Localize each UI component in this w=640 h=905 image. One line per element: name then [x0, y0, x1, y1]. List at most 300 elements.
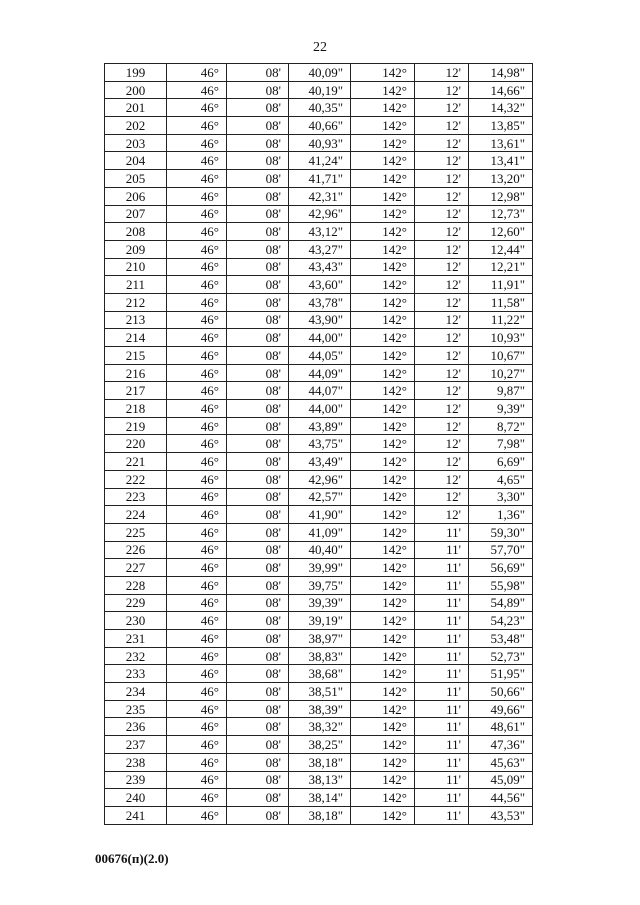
lon-degrees-cell: 142°	[351, 347, 415, 365]
point-number-cell: 202	[105, 117, 167, 135]
table-row	[105, 134, 533, 152]
lon-seconds-cell: 12,21"	[469, 258, 533, 276]
lat-degrees-cell: 46°	[167, 187, 227, 205]
lat-minutes-cell: 08'	[227, 630, 289, 648]
lon-seconds-cell: 13,85"	[469, 117, 533, 135]
lon-degrees-cell: 142°	[351, 789, 415, 807]
table-row	[105, 470, 533, 488]
lon-degrees-cell: 142°	[351, 435, 415, 453]
point-number-cell: 235	[105, 700, 167, 718]
point-number-cell: 226	[105, 541, 167, 559]
lon-degrees-cell: 142°	[351, 293, 415, 311]
lat-seconds-cell: 40,66"	[289, 117, 351, 135]
lat-seconds-cell: 39,19"	[289, 612, 351, 630]
lon-degrees-cell: 142°	[351, 576, 415, 594]
lat-minutes-cell: 08'	[227, 382, 289, 400]
lon-degrees-cell: 142°	[351, 683, 415, 701]
lon-seconds-cell: 10,67"	[469, 347, 533, 365]
lon-minutes-cell: 11'	[415, 541, 469, 559]
point-number-cell: 218	[105, 400, 167, 418]
lat-minutes-cell: 08'	[227, 718, 289, 736]
lon-seconds-cell: 52,73"	[469, 647, 533, 665]
table-row	[105, 347, 533, 365]
point-number-cell: 219	[105, 417, 167, 435]
lat-degrees-cell: 46°	[167, 81, 227, 99]
lat-degrees-cell: 46°	[167, 347, 227, 365]
lat-degrees-cell: 46°	[167, 293, 227, 311]
lat-degrees-cell: 46°	[167, 718, 227, 736]
lon-degrees-cell: 142°	[351, 753, 415, 771]
lon-minutes-cell: 11'	[415, 700, 469, 718]
lat-seconds-cell: 38,13"	[289, 771, 351, 789]
lon-degrees-cell: 142°	[351, 205, 415, 223]
lat-minutes-cell: 08'	[227, 559, 289, 577]
lat-minutes-cell: 08'	[227, 806, 289, 824]
lat-seconds-cell: 38,32"	[289, 718, 351, 736]
lat-seconds-cell: 39,99"	[289, 559, 351, 577]
lon-minutes-cell: 12'	[415, 417, 469, 435]
lon-seconds-cell: 47,36"	[469, 736, 533, 754]
lat-degrees-cell: 46°	[167, 771, 227, 789]
lat-degrees-cell: 46°	[167, 789, 227, 807]
lon-minutes-cell: 11'	[415, 771, 469, 789]
lon-degrees-cell: 142°	[351, 541, 415, 559]
point-number-cell: 231	[105, 630, 167, 648]
lon-minutes-cell: 12'	[415, 64, 469, 82]
lat-degrees-cell: 46°	[167, 576, 227, 594]
lon-seconds-cell: 53,48"	[469, 630, 533, 648]
lat-minutes-cell: 08'	[227, 205, 289, 223]
lon-seconds-cell: 54,23"	[469, 612, 533, 630]
lon-seconds-cell: 11,22"	[469, 311, 533, 329]
lat-seconds-cell: 44,07"	[289, 382, 351, 400]
lon-degrees-cell: 142°	[351, 630, 415, 648]
lat-seconds-cell: 38,25"	[289, 736, 351, 754]
lon-seconds-cell: 54,89"	[469, 594, 533, 612]
lat-seconds-cell: 43,89"	[289, 417, 351, 435]
point-number-cell: 234	[105, 683, 167, 701]
lon-seconds-cell: 13,20"	[469, 170, 533, 188]
lon-degrees-cell: 142°	[351, 364, 415, 382]
table-row	[105, 99, 533, 117]
lon-minutes-cell: 12'	[415, 488, 469, 506]
table-row	[105, 506, 533, 524]
point-number-cell: 207	[105, 205, 167, 223]
point-number-cell: 222	[105, 470, 167, 488]
lat-seconds-cell: 40,09"	[289, 64, 351, 82]
lon-minutes-cell: 11'	[415, 647, 469, 665]
table-row	[105, 700, 533, 718]
lon-degrees-cell: 142°	[351, 612, 415, 630]
coordinates-table	[104, 63, 533, 825]
lat-degrees-cell: 46°	[167, 99, 227, 117]
point-number-cell: 239	[105, 771, 167, 789]
lon-seconds-cell: 1,36"	[469, 506, 533, 524]
table-row	[105, 488, 533, 506]
table-row	[105, 81, 533, 99]
point-number-cell: 236	[105, 718, 167, 736]
lat-minutes-cell: 08'	[227, 647, 289, 665]
lon-minutes-cell: 12'	[415, 276, 469, 294]
lat-degrees-cell: 46°	[167, 170, 227, 188]
table-row	[105, 187, 533, 205]
lat-seconds-cell: 42,96"	[289, 205, 351, 223]
lat-degrees-cell: 46°	[167, 258, 227, 276]
lat-seconds-cell: 43,60"	[289, 276, 351, 294]
lat-degrees-cell: 46°	[167, 382, 227, 400]
lon-degrees-cell: 142°	[351, 276, 415, 294]
lat-minutes-cell: 08'	[227, 612, 289, 630]
lon-seconds-cell: 7,98"	[469, 435, 533, 453]
lon-degrees-cell: 142°	[351, 223, 415, 241]
lon-degrees-cell: 142°	[351, 470, 415, 488]
lon-seconds-cell: 13,41"	[469, 152, 533, 170]
lat-minutes-cell: 08'	[227, 435, 289, 453]
lon-minutes-cell: 12'	[415, 258, 469, 276]
point-number-cell: 211	[105, 276, 167, 294]
lon-minutes-cell: 12'	[415, 293, 469, 311]
lon-minutes-cell: 11'	[415, 683, 469, 701]
point-number-cell: 205	[105, 170, 167, 188]
lat-minutes-cell: 08'	[227, 470, 289, 488]
table-row	[105, 117, 533, 135]
lon-minutes-cell: 12'	[415, 329, 469, 347]
lat-minutes-cell: 08'	[227, 400, 289, 418]
lat-seconds-cell: 43,49"	[289, 453, 351, 471]
point-number-cell: 208	[105, 223, 167, 241]
lon-degrees-cell: 142°	[351, 170, 415, 188]
lat-degrees-cell: 46°	[167, 417, 227, 435]
lat-seconds-cell: 41,24"	[289, 152, 351, 170]
lat-degrees-cell: 46°	[167, 647, 227, 665]
lon-seconds-cell: 9,39"	[469, 400, 533, 418]
lat-seconds-cell: 42,57"	[289, 488, 351, 506]
lat-degrees-cell: 46°	[167, 276, 227, 294]
lon-seconds-cell: 6,69"	[469, 453, 533, 471]
table-row	[105, 576, 533, 594]
lat-degrees-cell: 46°	[167, 612, 227, 630]
lat-degrees-cell: 46°	[167, 683, 227, 701]
lon-minutes-cell: 11'	[415, 612, 469, 630]
table-row	[105, 630, 533, 648]
lat-minutes-cell: 08'	[227, 506, 289, 524]
lat-degrees-cell: 46°	[167, 311, 227, 329]
lat-minutes-cell: 08'	[227, 170, 289, 188]
lat-degrees-cell: 46°	[167, 223, 227, 241]
lat-degrees-cell: 46°	[167, 152, 227, 170]
lat-degrees-cell: 46°	[167, 329, 227, 347]
lat-degrees-cell: 46°	[167, 630, 227, 648]
lon-minutes-cell: 11'	[415, 630, 469, 648]
lon-degrees-cell: 142°	[351, 417, 415, 435]
point-number-cell: 214	[105, 329, 167, 347]
point-number-cell: 203	[105, 134, 167, 152]
point-number-cell: 233	[105, 665, 167, 683]
lat-minutes-cell: 08'	[227, 311, 289, 329]
lon-minutes-cell: 12'	[415, 347, 469, 365]
lon-degrees-cell: 142°	[351, 488, 415, 506]
lon-minutes-cell: 12'	[415, 223, 469, 241]
lon-degrees-cell: 142°	[351, 329, 415, 347]
lon-minutes-cell: 11'	[415, 559, 469, 577]
lon-minutes-cell: 11'	[415, 736, 469, 754]
lon-degrees-cell: 142°	[351, 382, 415, 400]
table-row	[105, 293, 533, 311]
lat-seconds-cell: 38,18"	[289, 753, 351, 771]
lon-seconds-cell: 12,60"	[469, 223, 533, 241]
lon-seconds-cell: 14,32"	[469, 99, 533, 117]
lat-degrees-cell: 46°	[167, 806, 227, 824]
lon-seconds-cell: 44,56"	[469, 789, 533, 807]
lon-minutes-cell: 12'	[415, 134, 469, 152]
point-number-cell: 221	[105, 453, 167, 471]
lon-seconds-cell: 11,58"	[469, 293, 533, 311]
table-row	[105, 612, 533, 630]
lon-seconds-cell: 50,66"	[469, 683, 533, 701]
footer-code: 00676(п)(2.0)	[95, 851, 169, 866]
lat-seconds-cell: 39,75"	[289, 576, 351, 594]
lat-degrees-cell: 46°	[167, 559, 227, 577]
lon-minutes-cell: 11'	[415, 665, 469, 683]
lon-degrees-cell: 142°	[351, 665, 415, 683]
lat-seconds-cell: 44,05"	[289, 347, 351, 365]
lon-seconds-cell: 45,09"	[469, 771, 533, 789]
lat-seconds-cell: 43,12"	[289, 223, 351, 241]
lat-minutes-cell: 08'	[227, 347, 289, 365]
point-number-cell: 241	[105, 806, 167, 824]
lat-minutes-cell: 08'	[227, 64, 289, 82]
lon-degrees-cell: 142°	[351, 453, 415, 471]
point-number-cell: 210	[105, 258, 167, 276]
point-number-cell: 200	[105, 81, 167, 99]
lat-minutes-cell: 08'	[227, 488, 289, 506]
lat-minutes-cell: 08'	[227, 683, 289, 701]
lat-degrees-cell: 46°	[167, 506, 227, 524]
lon-degrees-cell: 142°	[351, 771, 415, 789]
lat-minutes-cell: 08'	[227, 258, 289, 276]
point-number-cell: 212	[105, 293, 167, 311]
lon-degrees-cell: 142°	[351, 64, 415, 82]
lat-minutes-cell: 08'	[227, 187, 289, 205]
point-number-cell: 206	[105, 187, 167, 205]
lat-degrees-cell: 46°	[167, 488, 227, 506]
table-row	[105, 400, 533, 418]
table-row	[105, 329, 533, 347]
lat-degrees-cell: 46°	[167, 753, 227, 771]
lat-degrees-cell: 46°	[167, 665, 227, 683]
lat-seconds-cell: 43,75"	[289, 435, 351, 453]
table-row	[105, 435, 533, 453]
lon-minutes-cell: 11'	[415, 576, 469, 594]
lat-seconds-cell: 41,71"	[289, 170, 351, 188]
lon-minutes-cell: 12'	[415, 435, 469, 453]
lon-seconds-cell: 9,87"	[469, 382, 533, 400]
lat-seconds-cell: 44,00"	[289, 329, 351, 347]
point-number-cell: 223	[105, 488, 167, 506]
table-row	[105, 152, 533, 170]
table-row	[105, 453, 533, 471]
table-row	[105, 647, 533, 665]
lon-seconds-cell: 13,61"	[469, 134, 533, 152]
lat-seconds-cell: 42,31"	[289, 187, 351, 205]
lon-degrees-cell: 142°	[351, 506, 415, 524]
lat-seconds-cell: 40,40"	[289, 541, 351, 559]
lat-minutes-cell: 08'	[227, 81, 289, 99]
lon-minutes-cell: 11'	[415, 789, 469, 807]
lat-seconds-cell: 38,14"	[289, 789, 351, 807]
table-row	[105, 205, 533, 223]
point-number-cell: 204	[105, 152, 167, 170]
page-number: 22	[313, 40, 327, 55]
table-row	[105, 665, 533, 683]
point-number-cell: 199	[105, 64, 167, 82]
lon-seconds-cell: 11,91"	[469, 276, 533, 294]
lon-minutes-cell: 12'	[415, 205, 469, 223]
table-row	[105, 789, 533, 807]
point-number-cell: 232	[105, 647, 167, 665]
point-number-cell: 220	[105, 435, 167, 453]
lon-degrees-cell: 142°	[351, 718, 415, 736]
lat-degrees-cell: 46°	[167, 240, 227, 258]
lon-degrees-cell: 142°	[351, 806, 415, 824]
lon-seconds-cell: 8,72"	[469, 417, 533, 435]
lon-seconds-cell: 14,98"	[469, 64, 533, 82]
point-number-cell: 201	[105, 99, 167, 117]
lat-minutes-cell: 08'	[227, 329, 289, 347]
lat-minutes-cell: 08'	[227, 276, 289, 294]
lat-seconds-cell: 43,43"	[289, 258, 351, 276]
point-number-cell: 240	[105, 789, 167, 807]
lon-minutes-cell: 12'	[415, 117, 469, 135]
lat-seconds-cell: 43,90"	[289, 311, 351, 329]
lat-minutes-cell: 08'	[227, 293, 289, 311]
lat-minutes-cell: 08'	[227, 134, 289, 152]
table-row	[105, 258, 533, 276]
lon-minutes-cell: 12'	[415, 81, 469, 99]
lat-minutes-cell: 08'	[227, 700, 289, 718]
lon-seconds-cell: 14,66"	[469, 81, 533, 99]
coordinates-table-body	[105, 64, 533, 825]
table-row	[105, 364, 533, 382]
lat-degrees-cell: 46°	[167, 435, 227, 453]
lon-minutes-cell: 12'	[415, 240, 469, 258]
point-number-cell: 213	[105, 311, 167, 329]
lon-degrees-cell: 142°	[351, 240, 415, 258]
lat-minutes-cell: 08'	[227, 152, 289, 170]
lon-seconds-cell: 12,98"	[469, 187, 533, 205]
lat-minutes-cell: 08'	[227, 736, 289, 754]
lat-seconds-cell: 38,39"	[289, 700, 351, 718]
lat-seconds-cell: 40,19"	[289, 81, 351, 99]
lat-degrees-cell: 46°	[167, 470, 227, 488]
table-row	[105, 170, 533, 188]
lat-seconds-cell: 39,39"	[289, 594, 351, 612]
lon-seconds-cell: 45,63"	[469, 753, 533, 771]
table-row	[105, 523, 533, 541]
lat-minutes-cell: 08'	[227, 753, 289, 771]
lon-seconds-cell: 10,27"	[469, 364, 533, 382]
table-row	[105, 311, 533, 329]
lat-seconds-cell: 43,78"	[289, 293, 351, 311]
lon-seconds-cell: 4,65"	[469, 470, 533, 488]
table-row	[105, 559, 533, 577]
lon-minutes-cell: 12'	[415, 364, 469, 382]
point-number-cell: 209	[105, 240, 167, 258]
lat-degrees-cell: 46°	[167, 541, 227, 559]
lat-minutes-cell: 08'	[227, 576, 289, 594]
lat-degrees-cell: 46°	[167, 64, 227, 82]
table-row	[105, 382, 533, 400]
lat-minutes-cell: 08'	[227, 541, 289, 559]
lon-minutes-cell: 12'	[415, 506, 469, 524]
lon-degrees-cell: 142°	[351, 647, 415, 665]
lon-seconds-cell: 56,69"	[469, 559, 533, 577]
lon-seconds-cell: 12,73"	[469, 205, 533, 223]
lat-degrees-cell: 46°	[167, 205, 227, 223]
lat-degrees-cell: 46°	[167, 364, 227, 382]
lon-degrees-cell: 142°	[351, 559, 415, 577]
lon-seconds-cell: 49,66"	[469, 700, 533, 718]
lat-seconds-cell: 38,97"	[289, 630, 351, 648]
lat-degrees-cell: 46°	[167, 700, 227, 718]
point-number-cell: 215	[105, 347, 167, 365]
lat-minutes-cell: 08'	[227, 240, 289, 258]
table-row	[105, 771, 533, 789]
lon-degrees-cell: 142°	[351, 258, 415, 276]
point-number-cell: 224	[105, 506, 167, 524]
lat-seconds-cell: 38,68"	[289, 665, 351, 683]
lat-seconds-cell: 44,09"	[289, 364, 351, 382]
lat-seconds-cell: 44,00"	[289, 400, 351, 418]
table-row	[105, 417, 533, 435]
lon-minutes-cell: 11'	[415, 718, 469, 736]
lon-minutes-cell: 12'	[415, 453, 469, 471]
table-row	[105, 541, 533, 559]
lon-seconds-cell: 43,53"	[469, 806, 533, 824]
lat-minutes-cell: 08'	[227, 665, 289, 683]
lon-minutes-cell: 11'	[415, 594, 469, 612]
lat-seconds-cell: 40,35"	[289, 99, 351, 117]
lat-minutes-cell: 08'	[227, 117, 289, 135]
table-row	[105, 240, 533, 258]
lon-degrees-cell: 142°	[351, 99, 415, 117]
table-row	[105, 718, 533, 736]
lon-seconds-cell: 10,93"	[469, 329, 533, 347]
point-number-cell: 238	[105, 753, 167, 771]
lon-seconds-cell: 3,30"	[469, 488, 533, 506]
table-row	[105, 64, 533, 82]
lat-minutes-cell: 08'	[227, 99, 289, 117]
table-row	[105, 806, 533, 824]
lon-degrees-cell: 142°	[351, 400, 415, 418]
table-row	[105, 223, 533, 241]
point-number-cell: 229	[105, 594, 167, 612]
table-row	[105, 594, 533, 612]
point-number-cell: 228	[105, 576, 167, 594]
lat-degrees-cell: 46°	[167, 400, 227, 418]
lat-seconds-cell: 42,96"	[289, 470, 351, 488]
lat-degrees-cell: 46°	[167, 736, 227, 754]
table-row	[105, 276, 533, 294]
lat-degrees-cell: 46°	[167, 134, 227, 152]
lon-degrees-cell: 142°	[351, 117, 415, 135]
lon-minutes-cell: 11'	[415, 523, 469, 541]
lon-degrees-cell: 142°	[351, 187, 415, 205]
lon-seconds-cell: 48,61"	[469, 718, 533, 736]
lon-degrees-cell: 142°	[351, 152, 415, 170]
lat-minutes-cell: 08'	[227, 364, 289, 382]
point-number-cell: 217	[105, 382, 167, 400]
